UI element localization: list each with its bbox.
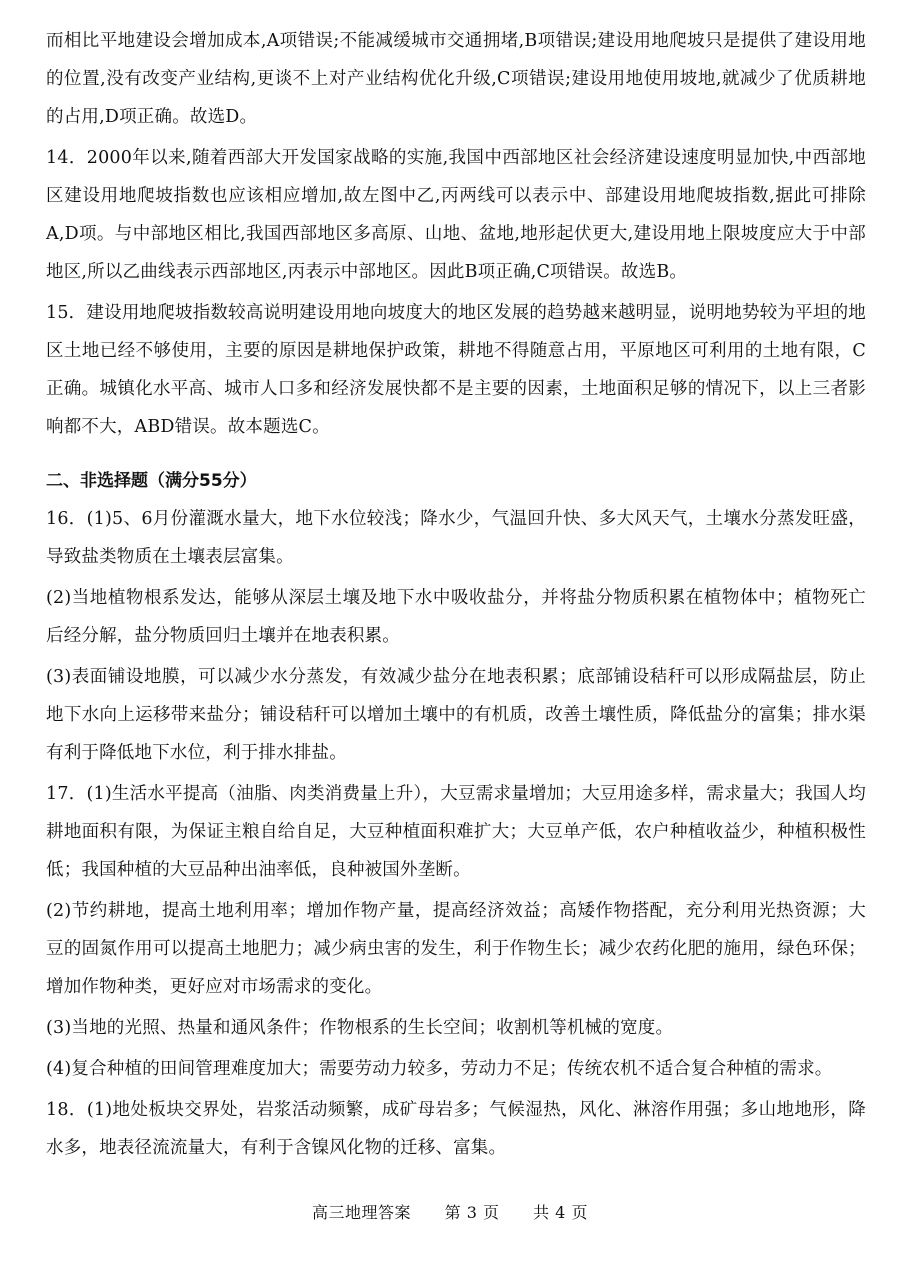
answer-paragraph-q18-1: 18．(1)地处板块交界处，岩浆活动频繁，成矿母岩多；气候湿热，风化、淋溶作用强；多山地地形，降水多，地表径流流量大，有利于含镍风化物的迁移、富集。 xyxy=(46,1100,866,1158)
footer-page-total: 共 4 页 xyxy=(533,1203,588,1222)
answer-paragraph-q16-1: 16．(1)5、6月份灌溉水量大，地下水位较浅；降水少，气温回升快、多大风天气，土壤水分蒸发旺盛，导致盐类物质在土壤表层富集。 xyxy=(46,509,866,567)
footer-subject: 高三地理答案 xyxy=(312,1203,412,1222)
answer-paragraph-q14: 14．2000年以来,随着西部大开发国家战略的实施,我国中西部地区社会经济建设速度明显加快,中西部地区建设用地爬坡指数也应该相应增加,故左图中乙,丙两线可以表示中、部建设用地爬坡指数,据此可排除A,D项。与中部地区相比,我国西部地区多高原、山地、盆地,地形起伏更大,建设用地上限坡度应大于中部地区,所以乙曲线表示西部地区,丙表示中部地区。因此B项正确,C项错误。故选B。 xyxy=(46,148,866,282)
answer-page xyxy=(46,22,866,1167)
answer-paragraph-q17-4: (4)复合种植的田间管理难度加大；需要劳动力较多，劳动力不足；传统农机不适合复合种植的需求。 xyxy=(46,1059,833,1079)
answer-paragraph-q17-1: 17．(1)生活水平提高（油脂、肉类消费量上升），大豆需求量增加；大豆用途多样，需求量大；我国人均耕地面积有限，为保证主粮自给自足，大豆种植面积难扩大；大豆单产低，农户种植收益少，种植积极性低；我国种植的大豆品种出油率低，良种被国外垄断。 xyxy=(46,784,866,880)
section-heading: 二、非选择题（满分55分） xyxy=(46,471,257,491)
footer-page-number: 第 3 页 xyxy=(444,1203,500,1222)
answer-paragraph-q16-2: (2)当地植物根系发达，能够从深层土壤及地下水中吸收盐分，并将盐分物质积累在植物体中；植物死亡后经分解，盐分物质回归土壤并在地表积累。 xyxy=(46,588,866,646)
answer-paragraph-q15: 15．建设用地爬坡指数较高说明建设用地向坡度大的地区发展的趋势越来越明显，说明地势较为平坦的地区土地已经不够使用，主要的原因是耕地保护政策，耕地不得随意占用，平原地区可利用的土地有限，C正确。城镇化水平高、城市人口多和经济发展快都不是主要的因素，土地面积足够的情况下，以上三者影响都不大，ABD错误。故本题选C。 xyxy=(46,303,866,437)
answer-paragraph-q17-3: (3)当地的光照、热量和通风条件；作物根系的生长空间；收割机等机械的宽度。 xyxy=(46,1018,674,1038)
answer-paragraph: 而相比平地建设会增加成本,A项错误;不能减缓城市交通拥堵,B项错误;建设用地爬坡只是提供了建设用地的位置,没有改变产业结构,更谈不上对产业结构优化升级,C项错误;建设用地使用坡地,就减少了优质耕地的占用,D项正确。故选D。 xyxy=(46,31,866,127)
answer-paragraph-q16-3: (3)表面铺设地膜，可以减少水分蒸发，有效减少盐分在地表积累；底部铺设秸秆可以形成隔盐层，防止地下水向上运移带来盐分；铺设秸秆可以增加土壤中的有机质，改善土壤性质，降低盐分的富集；排水渠有利于降低地下水位，利于排水排盐。 xyxy=(46,667,866,763)
page-footer xyxy=(0,1200,900,1223)
answer-paragraph-q17-2: (2)节约耕地，提高土地利用率；增加作物产量，提高经济效益；高矮作物搭配，充分利用光热资源；大豆的固氮作用可以提高土地肥力；减少病虫害的发生，利于作物生长；减少农药化肥的施用，绿色环保；增加作物种类，更好应对市场需求的变化。 xyxy=(46,901,866,997)
